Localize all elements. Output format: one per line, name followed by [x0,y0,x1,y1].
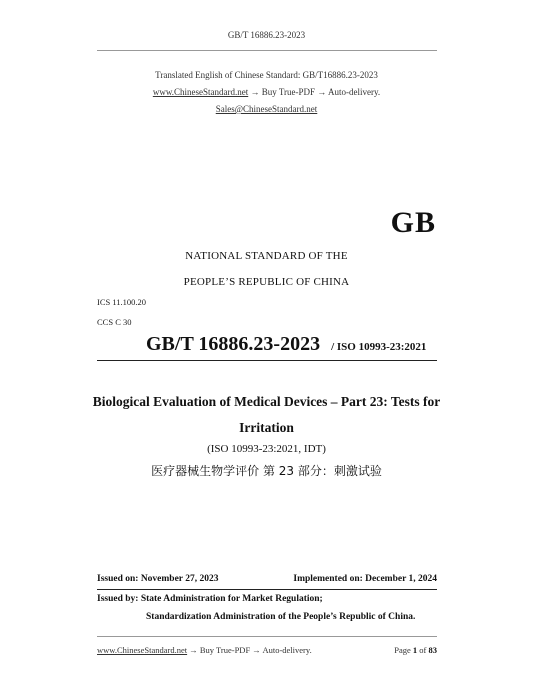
page-indicator: Page 1 of 83 [394,645,437,655]
footer-buy-text: → Buy True-PDF → Auto-delivery. [189,645,312,655]
dates-rule [97,589,437,590]
issuer-line1: Issued by: State Administration for Market Regulation; [97,594,323,604]
national-standard-line1: NATIONAL STANDARD OF THE [185,250,348,262]
page-current: 1 [412,645,418,655]
standard-number-block [146,333,426,356]
footer-purchase [97,645,312,655]
purchase-line [0,87,533,97]
chinese-title: 医疗器械生物学评价 第 23 部分：刺激试验 [151,464,382,478]
header-divider [97,50,437,51]
page-footer [97,645,437,655]
translated-notice: Translated English of Chinese Standard: GB/T16886.23-2023 [155,70,378,80]
footer-divider [97,636,437,637]
document-title-line1: Biological Evaluation of Medical Devices – Part 23: Tests for [92,394,441,409]
national-standard-line2: PEOPLE’S REPUBLIC OF CHINA [183,276,350,288]
standard-number: GB/T 16886.23-2023 [146,333,321,355]
footer-site-link[interactable]: www.ChineseStandard.net [97,645,188,655]
sales-email-link[interactable]: Sales@ChineseStandard.net [215,104,318,114]
document-title-line2: Irritation [239,420,294,435]
buy-text: → Buy True-PDF → Auto-delivery. [250,87,381,97]
iso-idt: (ISO 10993-23:2021, IDT) [207,443,326,455]
site-link[interactable]: www.ChineseStandard.net [152,87,249,97]
implemented-on: Implemented on: December 1, 2024 [293,574,437,584]
ics-code: ICS 11.100.20 [97,297,147,307]
issued-on: Issued on: November 27, 2023 [97,574,219,584]
title-rule [97,360,437,361]
ccs-code: CCS C 30 [97,317,132,327]
page-total: 83 [428,645,437,655]
sales-email-line [0,104,533,114]
gb-mark: GB [390,206,436,239]
running-header: GB/T 16886.23-2023 [227,30,306,40]
dates-row [97,574,437,584]
iso-equivalent: / ISO 10993-23:2021 [331,341,427,353]
issuer-line2: Standardization Administration of the People’s Republic of China. [146,612,416,622]
